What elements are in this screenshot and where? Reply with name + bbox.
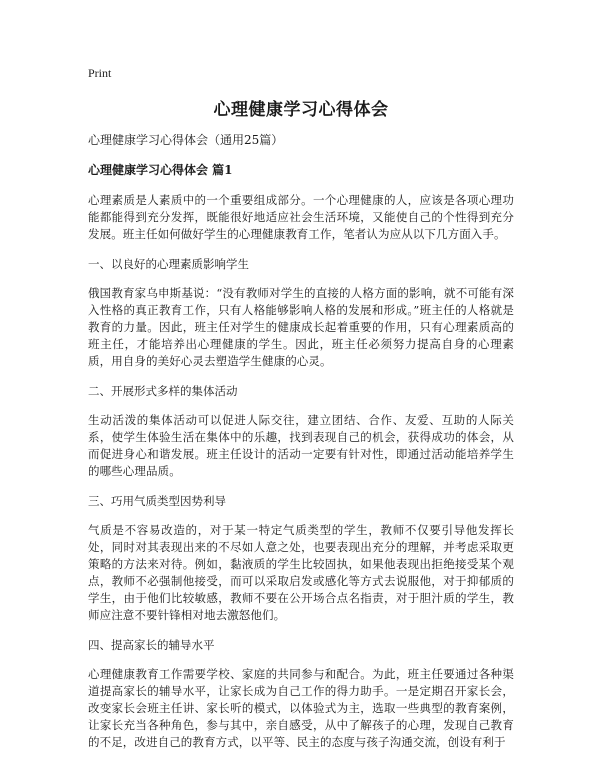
subheading-2: 二、开展形式多样的集体活动 [88, 384, 238, 398]
paragraph-1: 俄国教育家乌申斯基说：“没有教师对学生的直接的人格方面的影响，就不可能有深入性格的真正教育工作，只有人格能够影响人格的发展和形成。”班主任的人格就是教育的力量。因此，班主任对学生的健康成长起着重要的作用，只有心理素质高的班主任，才能培养出心理健康的学生。因此，班主任必须努力提高自身的心理素质，用自身的美好心灵去塑造学生健康的心灵。 [88, 286, 514, 368]
section-heading: 心理健康学习心得体会 篇1 [88, 163, 233, 177]
document-subtitle: 心理健康学习心得体会（通用25篇） [88, 133, 284, 147]
paragraph-intro: 心理素质是人素质中的一个重要组成部分。一个心理健康的人，应该是各项心理功能都能得到充分发挥，既能很好地适应社会生活环境，又能使自己的个性得到充分发展。班主任如何做好学生的心理健康教育工作，笔者认为应从以下几方面入手。 [88, 193, 514, 241]
subheading-3: 三、巧用气质类型因势利导 [88, 494, 226, 508]
paragraph-3: 气质是不容易改造的，对于某一特定气质类型的学生，教师不仅要引导他发挥长处，同时对其表现出来的不尽如人意之处，也要表现出充分的理解，并考虑采取更策略的方法来对待。例如，黏液质的学生比较固执，如果他表现出拒绝接受某个观点，教师不必强制他接受，而可以采取启发或感化等方式去说服他，对于抑郁质的学生，由于他们比较敏感，教师不要在公开场合点名指责，对于胆汁质的学生，教师应注意不要针锋相对地去激怒他们。 [88, 523, 514, 622]
subheading-1: 一、以良好的心理素质影响学生 [88, 257, 249, 271]
document-body [88, 192, 514, 751]
paragraph-4: 心理健康教育工作需要学校、家庭的共同参与和配合。为此，班主任要通过各种渠道提高家长的辅导水平，让家长成为自己工作的得力助手。一是定期召开家长会，改变家长会班主任讲、家长听的模式，以体验式为主，选取一些典型的教育案例，让家长充当各种角色，参与其中，亲自感受，从中了解孩子的心理，发现自己教育的不足，改进自己的教育方式，以平等、民主的态度与孩子沟通交流，创设有利于 [88, 667, 514, 749]
subheading-4: 四、提高家长的辅导水平 [88, 638, 215, 652]
page-title: 心理健康学习心得体会 [213, 100, 389, 120]
print-link[interactable]: Print [88, 66, 112, 80]
paragraph-2: 生动活泼的集体活动可以促进人际交往，建立团结、合作、友爱、互助的人际关系，使学生体验生活在集体中的乐趣，找到表现自己的机会，获得成功的体会，从而促进身心和谐发展。班主任设计的活动一定要有针对性，即通过活动能培养学生的哪些心理品质。 [88, 413, 514, 478]
